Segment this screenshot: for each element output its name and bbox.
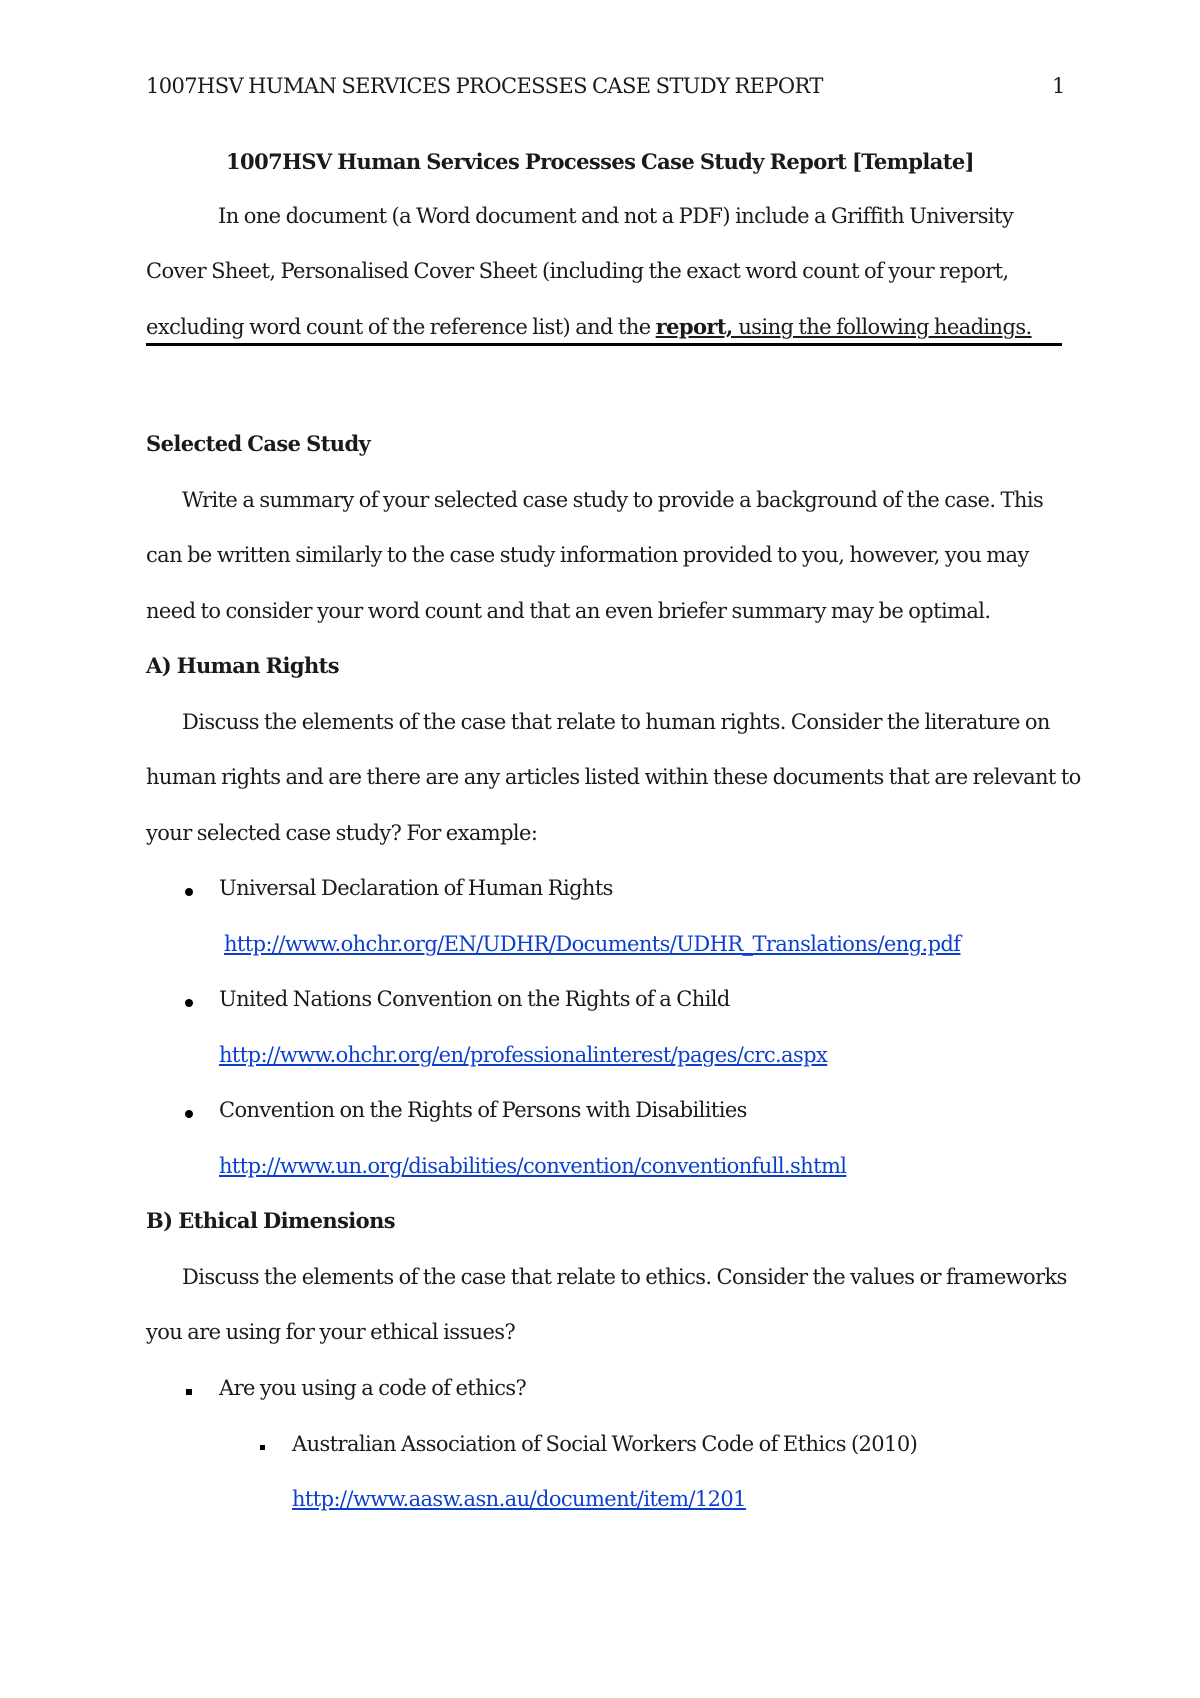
hr-line-2: human rights and are there are any articles listed within these documents that are relevant to <box>146 765 1081 789</box>
ethics-question: Are you using a code of ethics? <box>219 1376 527 1400</box>
square-bullet-icon <box>186 1389 192 1395</box>
intro-line-3 <box>146 313 1032 341</box>
intro-line-3-start: excluding word count of the reference list) and the <box>146 315 656 339</box>
list-item-crpd: Convention on the Rights of Persons with Disabilities <box>219 1098 747 1122</box>
report-emphasis: report, <box>655 314 739 339</box>
link-aasw[interactable]: http://www.aasw.asn.au/document/item/1201 <box>292 1487 746 1511</box>
heading-human-rights: A) Human Rights <box>146 653 339 678</box>
list-item-aasw: Australian Association of Social Workers Code of Ethics (2010) <box>292 1432 918 1456</box>
list-item-udhr: Universal Declaration of Human Rights <box>219 876 613 900</box>
bullet-icon <box>185 1110 193 1118</box>
case-line-1: Write a summary of your selected case study to provide a background of the case. This <box>182 488 1044 512</box>
case-line-2: can be written similarly to the case study information provided to you, however, you may <box>146 543 1029 567</box>
square-bullet-icon <box>260 1445 265 1450</box>
bullet-icon <box>185 999 193 1007</box>
list-item-crc: United Nations Convention on the Rights of a Child <box>219 987 730 1011</box>
heading-selected-case-study: Selected Case Study <box>146 431 371 456</box>
document-title: 1007HSV Human Services Processes Case Study Report [Template] <box>226 149 974 174</box>
heading-ethical-dimensions: B) Ethical Dimensions <box>146 1208 395 1233</box>
link-crpd[interactable]: http://www.un.org/disabilities/convention/conventionfull.shtml <box>219 1154 847 1178</box>
case-line-3: need to consider your word count and that an even briefer summary may be optimal. <box>146 599 991 623</box>
section-divider <box>146 343 1062 346</box>
intro-line-3-end: using the following headings. <box>738 315 1032 339</box>
hr-line-3: your selected case study? For example: <box>146 821 538 845</box>
bullet-icon <box>185 888 193 896</box>
link-crc[interactable]: http://www.ohchr.org/en/professionalinterest/pages/crc.aspx <box>219 1043 828 1067</box>
ethics-line-1: Discuss the elements of the case that relate to ethics. Consider the values or frameworks <box>182 1265 1067 1289</box>
intro-line-2: Cover Sheet, Personalised Cover Sheet (including the exact word count of your report, <box>146 259 1009 283</box>
ethics-line-2: you are using for your ethical issues? <box>146 1320 516 1344</box>
intro-line-1: In one document (a Word document and not a PDF) include a Griffith University <box>218 204 1014 228</box>
hr-line-1: Discuss the elements of the case that relate to human rights. Consider the literature on <box>182 710 1050 734</box>
link-udhr[interactable]: http://www.ohchr.org/EN/UDHR/Documents/UDHR_Translations/eng.pdf <box>224 932 961 956</box>
running-header: 1007HSV HUMAN SERVICES PROCESSES CASE STUDY REPORT <box>146 74 823 98</box>
page-number: 1 <box>1052 74 1065 98</box>
